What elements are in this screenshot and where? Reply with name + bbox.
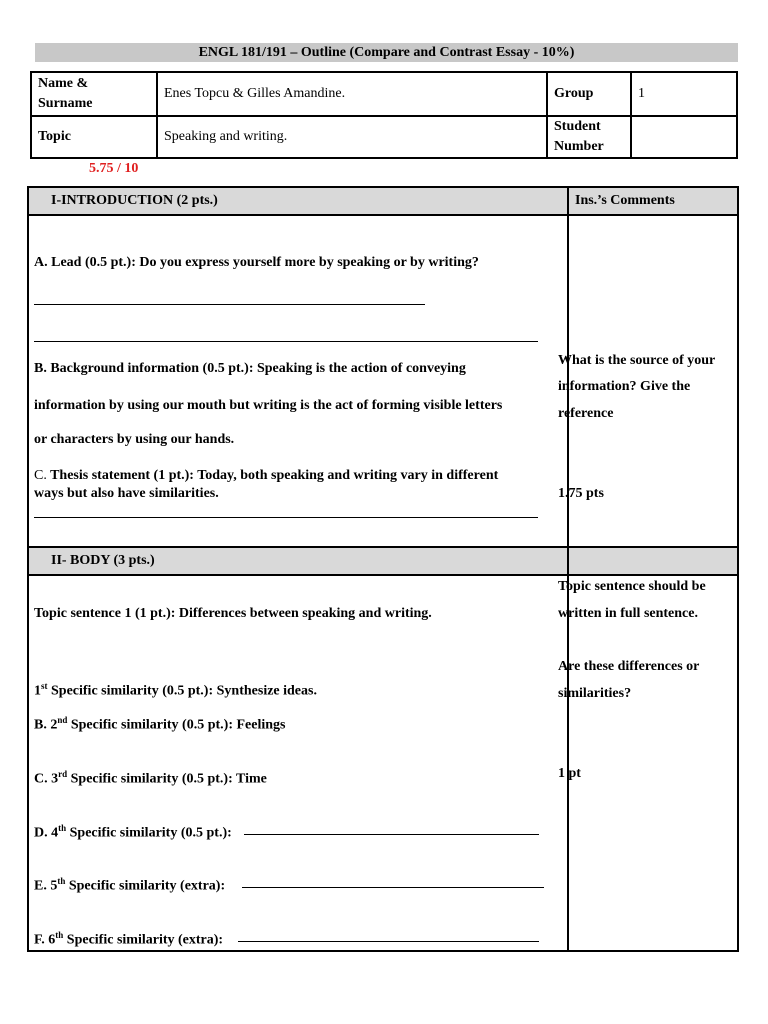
topic-value: Speaking and writing. — [157, 116, 547, 158]
similarity-2-number: B. 2 — [34, 717, 58, 733]
body-comments-heading — [568, 547, 738, 575]
name-label — [31, 72, 157, 116]
similarity-3-suffix: rd — [58, 769, 68, 779]
similarity-2-text: Specific similarity (0.5 pt.): Feelings — [67, 717, 286, 733]
thesis-prefix: C. — [34, 468, 47, 483]
student-number-label — [547, 116, 631, 158]
similarity-4 — [34, 819, 232, 843]
topic-sentence-1: Topic sentence 1 (1 pt.): Differences between speaking and writing. — [34, 606, 432, 621]
similarity-1-suffix: st — [41, 681, 48, 691]
name-label-line2: Surname — [38, 96, 93, 111]
body-comment-line-2: written in full sentence. — [558, 606, 698, 621]
background-line-2: information by using our mouth but writing is the act of forming visible letters — [34, 398, 503, 413]
intro-heading: I-INTRODUCTION (2 pts.) — [28, 187, 568, 215]
similarity-1-number: 1 — [34, 683, 41, 699]
background-line-3: or characters by using our hands. — [34, 432, 235, 447]
blank-line — [34, 517, 538, 518]
document-title: ENGL 181/191 – Outline (Compare and Contrast Essay - 10%) — [35, 43, 738, 62]
blank-line — [242, 887, 544, 888]
similarity-3-number: C. 3 — [34, 771, 59, 787]
intro-comment-score: 1.75 pts — [558, 486, 604, 501]
name-value: Enes Topcu & Gilles Amandine. — [157, 72, 547, 116]
blank-line — [34, 341, 538, 342]
similarity-6-suffix: th — [55, 930, 64, 940]
student-label-line2: Number — [554, 139, 604, 154]
body-comment-line-4: similarities? — [558, 686, 632, 701]
similarity-4-text: Specific similarity (0.5 pt.): — [66, 825, 232, 841]
body-comment-line-3: Are these differences or — [558, 659, 700, 674]
body-comments-cell — [568, 575, 738, 951]
similarity-5-text: Specific similarity (extra): — [65, 878, 226, 894]
name-label-line1: Name & — [38, 76, 89, 91]
similarity-5-number: E. 5 — [34, 878, 58, 894]
body-heading: II- BODY (3 pts.) — [28, 547, 568, 575]
similarity-6 — [34, 926, 223, 950]
similarity-5-suffix: th — [57, 876, 66, 886]
topic-label: Topic — [31, 116, 157, 158]
similarity-6-text: Specific similarity (extra): — [63, 932, 224, 948]
similarity-3-text: Specific similarity (0.5 pt.): Time — [67, 771, 267, 787]
intro-comment-line-1: What is the source of your — [558, 353, 716, 368]
similarity-2-suffix: nd — [57, 715, 68, 725]
group-label: Group — [547, 72, 631, 116]
similarity-6-number: F. 6 — [34, 932, 56, 948]
blank-line — [238, 941, 539, 942]
similarity-3 — [34, 765, 267, 789]
body-comment-line-1: Topic sentence should be — [558, 579, 706, 594]
thesis-line-1 — [34, 467, 498, 485]
similarity-4-number: D. 4 — [34, 825, 59, 841]
blank-line — [244, 834, 539, 835]
student-label-line1: Student — [554, 119, 601, 134]
similarity-2 — [34, 711, 286, 735]
similarity-4-suffix: th — [58, 823, 67, 833]
similarity-1 — [34, 677, 317, 701]
student-info-table — [30, 71, 738, 159]
background-line-1: B. Background information (0.5 pt.): Speaking is the action of conveying — [34, 361, 466, 376]
thesis-text: Thesis statement (1 pt.): Today, both speaking and writing vary in different — [46, 468, 499, 483]
body-comment-score: 1 pt — [558, 766, 581, 781]
thesis-line-2: ways but also have similarities. — [34, 486, 219, 501]
similarity-1-text: Specific similarity (0.5 pt.): Synthesize ideas. — [47, 683, 317, 699]
student-number-value — [631, 116, 737, 158]
intro-comment-line-2: information? Give the — [558, 379, 691, 394]
blank-line — [34, 304, 425, 305]
group-value: 1 — [631, 72, 737, 116]
comments-heading: Ins.’s Comments — [568, 187, 738, 215]
similarity-5 — [34, 872, 225, 896]
intro-comment-line-3: reference — [558, 406, 614, 421]
lead-text: A. Lead (0.5 pt.): Do you express yourself more by speaking or by writing? — [34, 255, 479, 270]
score-annotation: 5.75 / 10 — [89, 161, 139, 176]
